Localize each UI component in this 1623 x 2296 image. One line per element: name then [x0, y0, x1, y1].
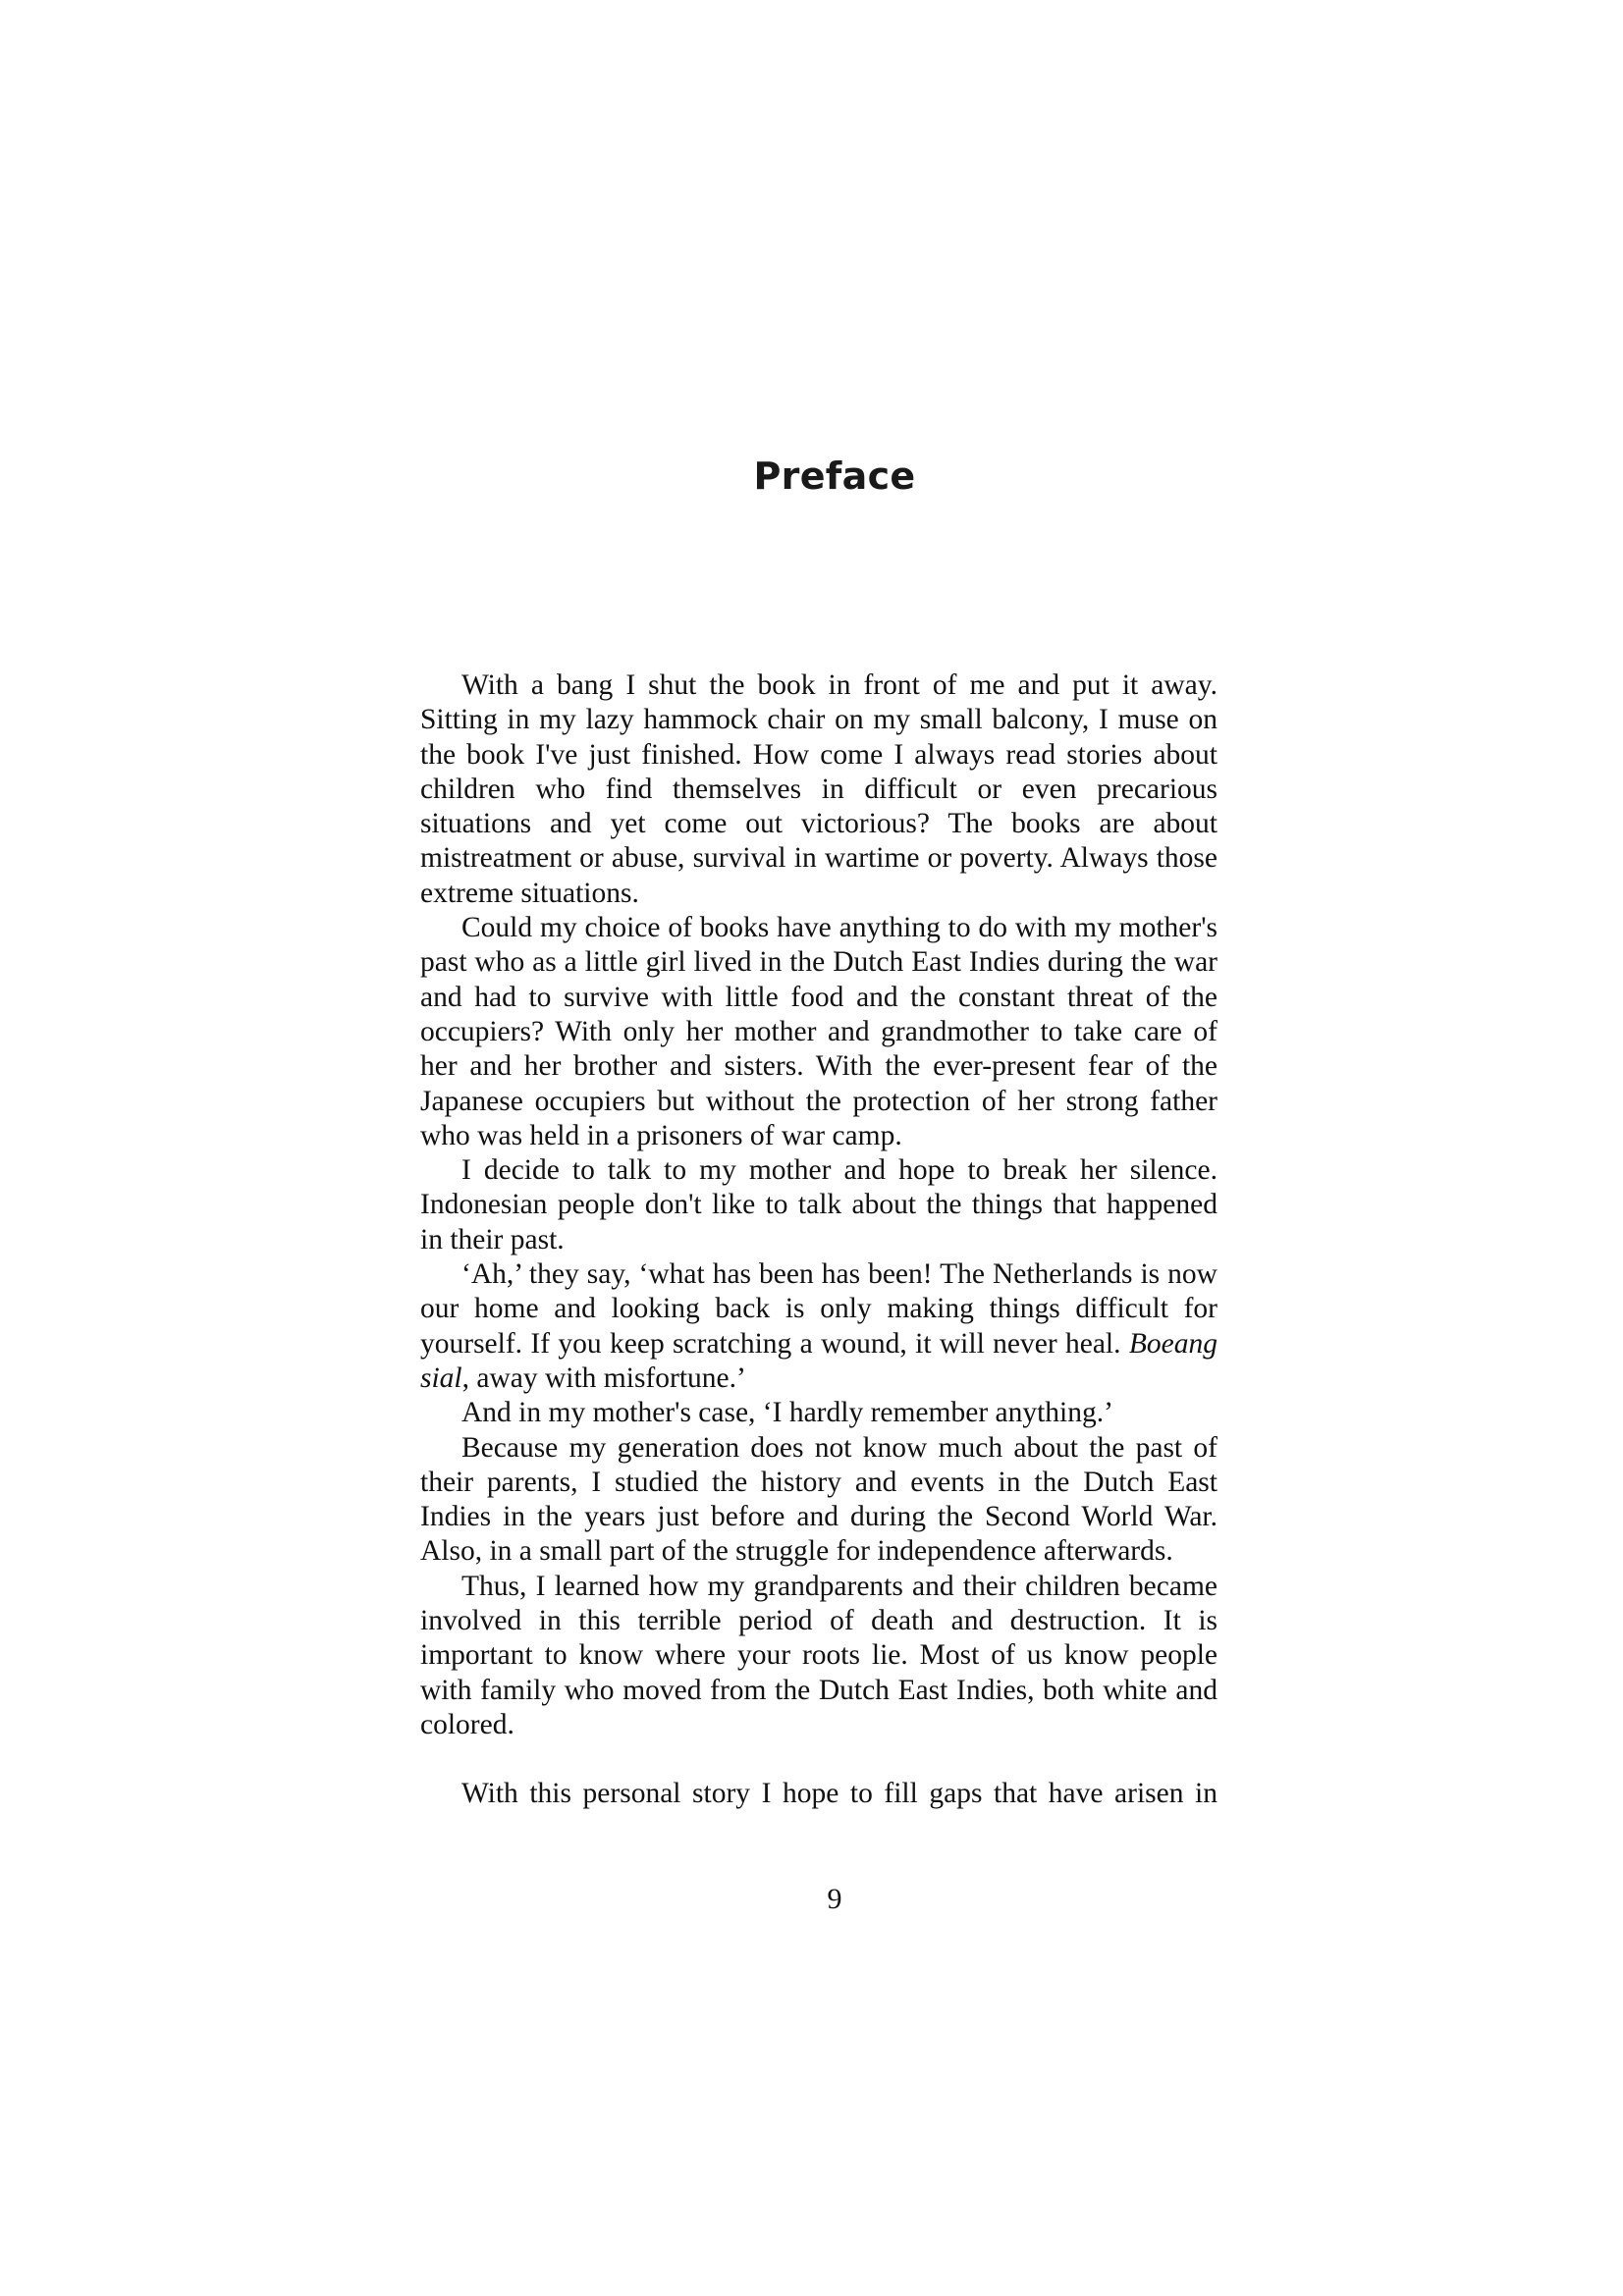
paragraph-2: Could my choice of books have anything to do with my mother's past who as a little girl lived in the Dutch East Indies during the war and had to survive with little food and the constant threat of the occupiers? With only her mother and grandmother to take care of her and her brother and sisters. With the ever-present fear of the Japanese occupiers but without the protection of her strong father who was held in a prisoners of war camp.: [420, 912, 1217, 1151]
paragraph-5: And in my mother's case, ‘I hardly remember anything.’: [461, 1397, 1113, 1429]
paragraph-8: With this personal story I hope to fill gaps that have arisen in: [461, 1778, 1217, 1810]
paragraph-3: I decide to talk to my mother and hope to break her silence. Indonesian people don't like to talk about the things that happened in their past.: [420, 1154, 1217, 1255]
paragraph-4-italic-phrase: Boeang sial: [420, 1327, 1217, 1394]
chapter-title: Preface: [753, 454, 916, 498]
paragraph-7: Thus, I learned how my grandparents and their children became involved in this terrible period of death and destruction. It is important to know where your roots lie. Most of us know people with family who moved from the Dutch East Indies, both white and colored.: [420, 1570, 1217, 1740]
paragraph-6: Because my generation does not know much about the past of their parents, I studied the history and events in the Dutch East Indies in the years just before and during the Second World War. Also, in a small part of the struggle for independence afterwards.: [420, 1431, 1217, 1568]
page-number: 9: [827, 1883, 842, 1915]
paragraph-1: With a bang I shut the book in front of me and put it away. Sitting in my lazy hammock chair on my small balcony, I muse on the book I've just finished. How come I always read stories about children who find themselves in difficult or even precarious situations and yet come out victorious? The books are about mistreatment or abuse, survival in wartime or poverty. Always those extreme situations.: [420, 669, 1217, 909]
paragraph-4: [420, 1257, 1217, 1396]
preface-body: [420, 668, 1217, 1812]
paragraph-4-tail: , away with misfortune.’: [461, 1362, 746, 1394]
paragraph-4-text: ‘Ah,’ they say, ‘what has been has been! The Netherlands is now our home and looking back is only making things difficult for yourself. If you keep scratching a wound, it will never heal.: [420, 1258, 1217, 1360]
